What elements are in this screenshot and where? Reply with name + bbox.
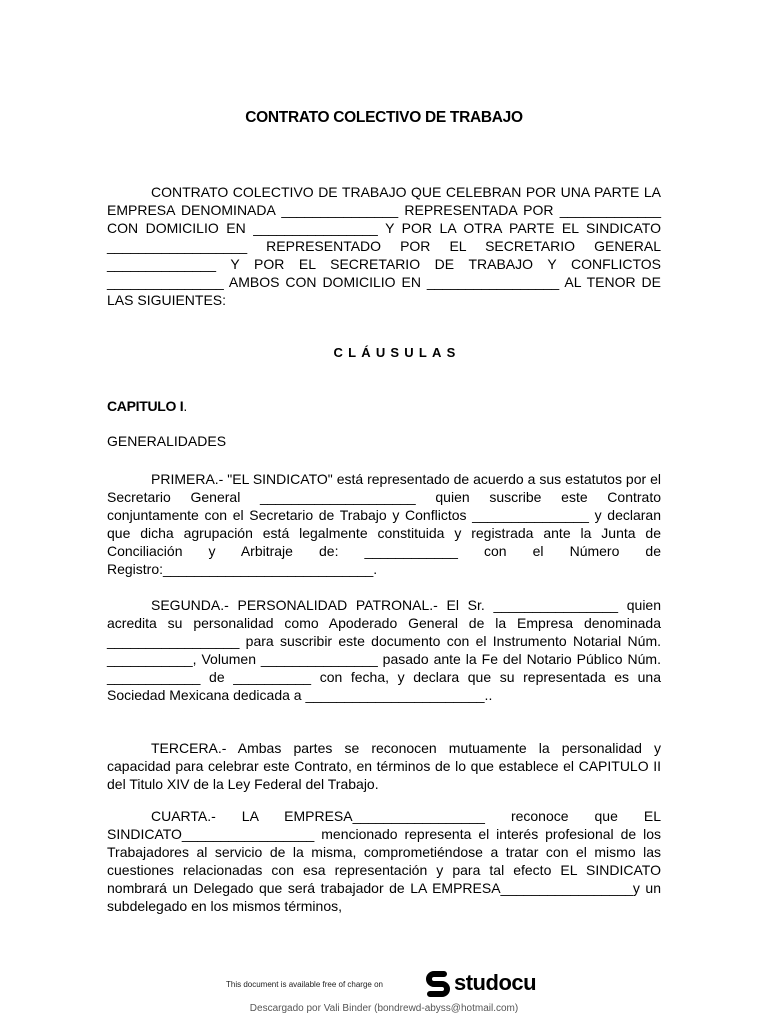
studocu-logo[interactable] xyxy=(424,968,536,998)
document-title: CONTRATO COLECTIVO DE TRABAJO xyxy=(245,109,523,126)
chapter-heading xyxy=(107,398,187,414)
chapter-suffix: . xyxy=(183,398,188,414)
clause-primera: PRIMERA.- "EL SINDICATO" está representado de acuerdo a sus estatutos por el Secretario General ____________________ quien suscribe este Contrato conjuntamente con el Secretario de Trabajo y Conflictos _______________ y declaran que dicha agrupación está legalmente constituida y registrada ante la Junta de Conciliación y Arbitraje de: ____________ con el Número de Registro:___________________________. xyxy=(107,471,661,577)
studocu-logo-text: studocu xyxy=(454,970,537,995)
chapter-title: CAPITULO I xyxy=(107,398,184,414)
clausulas-heading: CLÁUSULAS xyxy=(333,345,461,360)
footer-availability-text: This document is available free of charge on xyxy=(226,980,383,989)
section-heading: GENERALIDADES xyxy=(107,433,227,449)
clause-tercera: TERCERA.- Ambas partes se reconocen mutuamente la personalidad y capacidad para celebrar este Contrato, en términos de lo que establece el CAPITULO II del Titulo XIV de la Ley Federal del Trabajo. xyxy=(107,740,661,792)
clause-segunda: SEGUNDA.- PERSONALIDAD PATRONAL.- El Sr. ________________ quien acredita su personalidad como Apoderado General de la Empresa denominada _________________ para suscribir este documento con el Instrumento Notarial Núm. ___________, Volumen _______________ pasado ante la Fe del Notario Público Núm. ____________ de __________ con fecha, y declara que su representada es una Sociedad Mexicana dedicada a _______________________.. xyxy=(107,597,661,703)
clause-cuarta: CUARTA.- LA EMPRESA_________________ reconoce que EL SINDICATO_________________ mencionado representa el interés profesional de los Trabajadores al servicio de la misma, comprometiéndose a tratar con el mismo las cuestiones relacionadas con esa representación y para tal efecto EL SINDICATO nombrará un Delegado que será trabajador de LA EMPRESA_________________y un subdelegado en los mismos términos, xyxy=(107,808,661,914)
intro-paragraph: CONTRATO COLECTIVO DE TRABAJO QUE CELEBRAN POR UNA PARTE LA EMPRESA DENOMINADA _______________ REPRESENTADA POR _____________ CON DOMICILIO EN ________________ Y POR LA OTRA PARTE EL SINDICATO __________________ REPRESENTADO POR EL SECRETARIO GENERAL ______________ Y POR EL SECRETARIO DE TRABAJO Y CONFLICTOS _______________ AMBOS CON DOMICILIO EN _________________ AL TENOR DE LAS SIGUIENTES: xyxy=(107,184,661,308)
footer-download-text: Descargado por Vali Binder (bondrewd-abyss@hotmail.com) xyxy=(249,1003,519,1014)
studocu-logo-icon xyxy=(424,968,452,998)
